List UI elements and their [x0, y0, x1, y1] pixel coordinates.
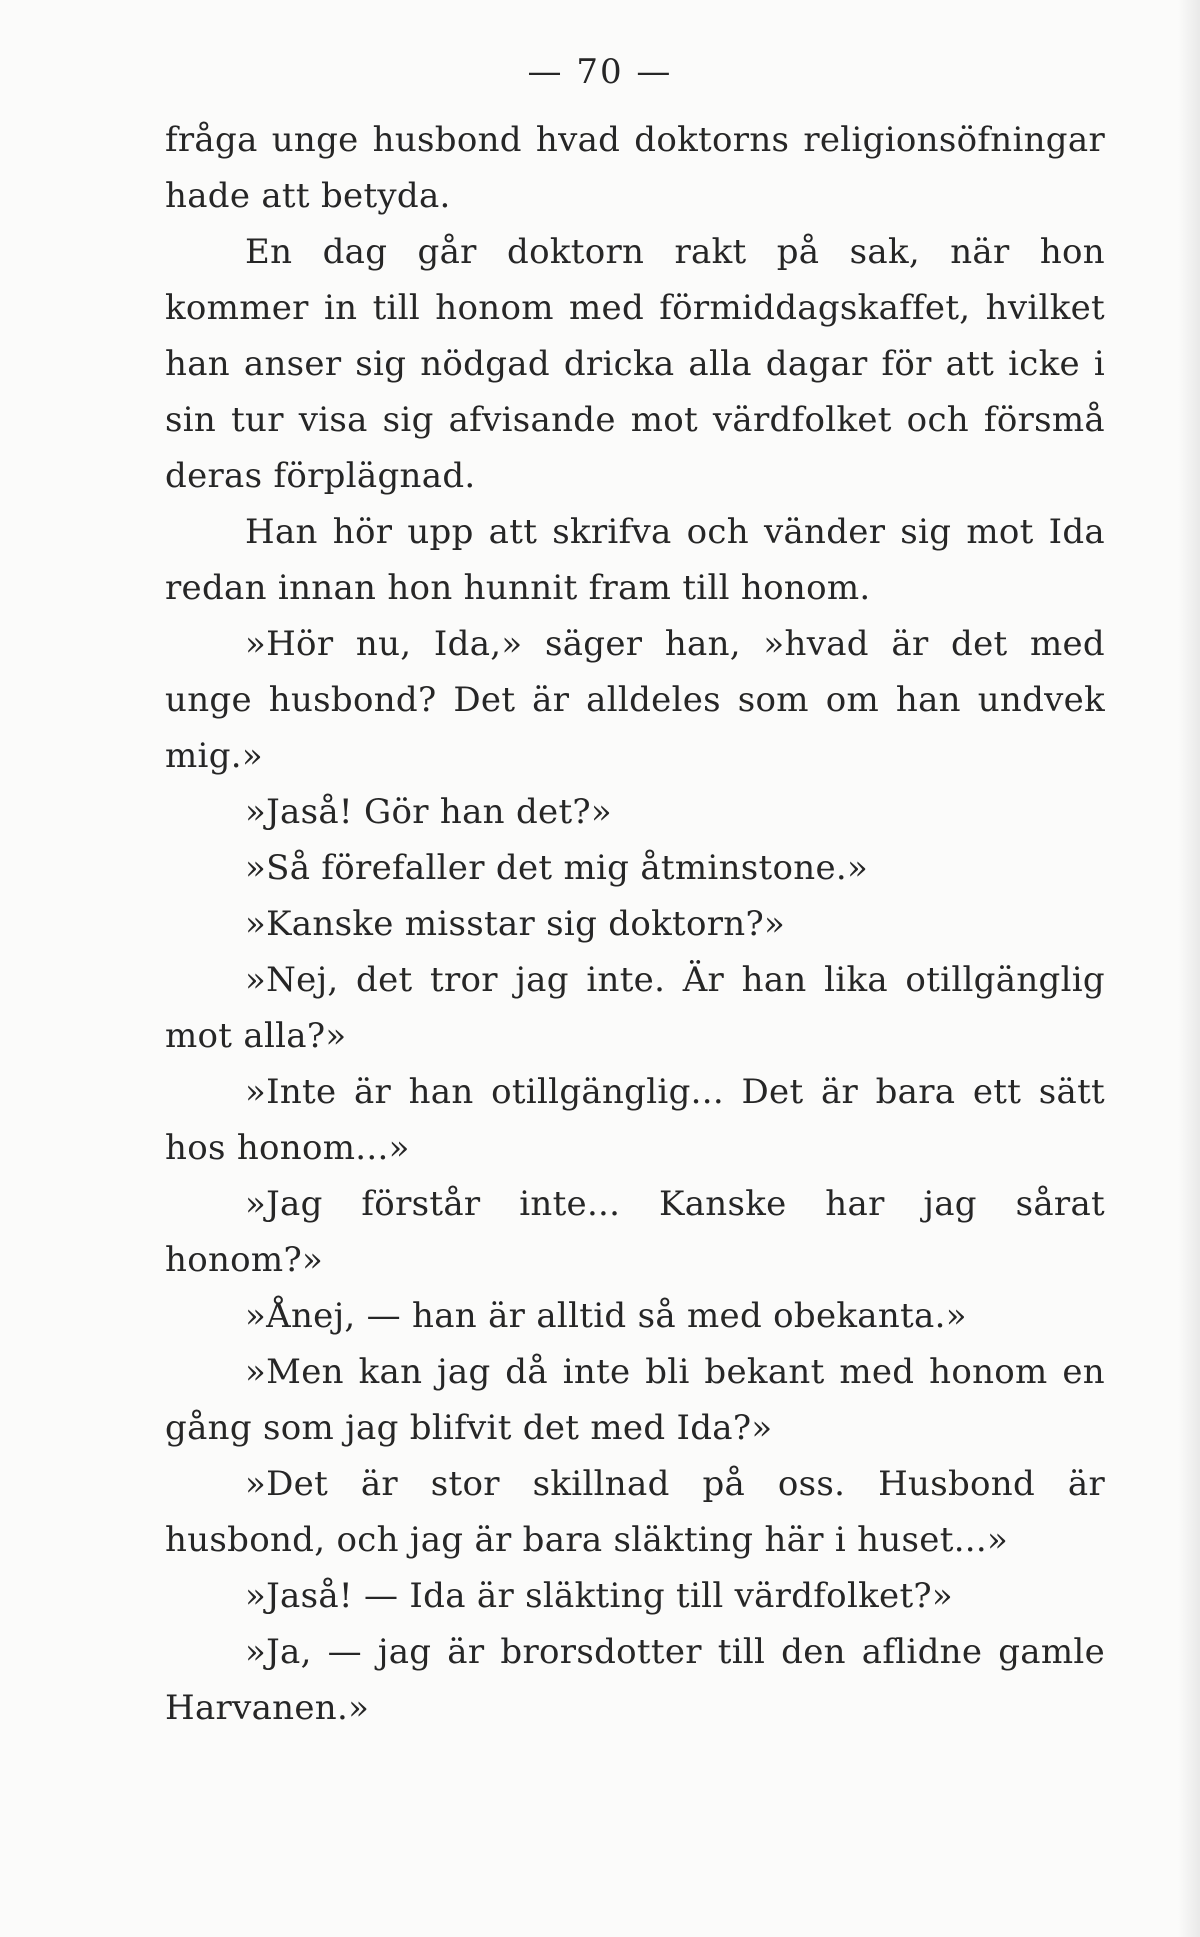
paragraph-continuation: fråga unge husbond hvad doktorns religionsöfningar hade att betyda.: [165, 120, 1105, 216]
dialogue-line: »Men kan jag då inte bli bekant med honom en gång som jag blifvit det med Ida?»: [165, 1352, 1105, 1448]
scan-edge-shadow: [1178, 0, 1200, 1937]
body-text: [165, 112, 1105, 1736]
dialogue-line: »Kanske misstar sig doktorn?»: [245, 904, 786, 944]
paragraph: En dag går doktorn rakt på sak, när hon kommer in till honom med förmiddagskaffet, hvilket han anser sig nödgad dricka alla dagar för att icke i sin tur visa sig afvisande mot värdfolket och försmå deras förplägnad.: [165, 232, 1105, 496]
page-number: — 70 —: [527, 52, 673, 92]
dialogue-line: »Jaså! Gör han det?»: [245, 792, 613, 832]
dialogue-line: »Inte är han otillgänglig... Det är bara ett sätt hos honom...»: [165, 1072, 1105, 1168]
dialogue-line: »Ånej, — han är alltid så med obekanta.»: [245, 1296, 967, 1336]
dialogue-line: »Så förefaller det mig åtminstone.»: [245, 848, 869, 888]
dialogue-line: »Hör nu, Ida,» säger han, »hvad är det med unge husbond? Det är alldeles som om han undvek mig.»: [165, 624, 1105, 776]
dialogue-line: »Ja, — jag är brorsdotter till den aflidne gamle Harvanen.»: [165, 1632, 1105, 1728]
dialogue-line: »Jag förstår inte... Kanske har jag sårat honom?»: [165, 1184, 1105, 1280]
paragraph: Han hör upp att skrifva och vänder sig mot Ida redan innan hon hunnit fram till honom.: [165, 512, 1105, 608]
dialogue-line: »Nej, det tror jag inte. Är han lika otillgänglig mot alla?»: [165, 960, 1105, 1056]
dialogue-line: »Det är stor skillnad på oss. Husbond är husbond, och jag är bara släkting här i huset...»: [165, 1464, 1105, 1560]
dialogue-line: »Jaså! — Ida är släkting till värdfolket?»: [245, 1576, 954, 1616]
